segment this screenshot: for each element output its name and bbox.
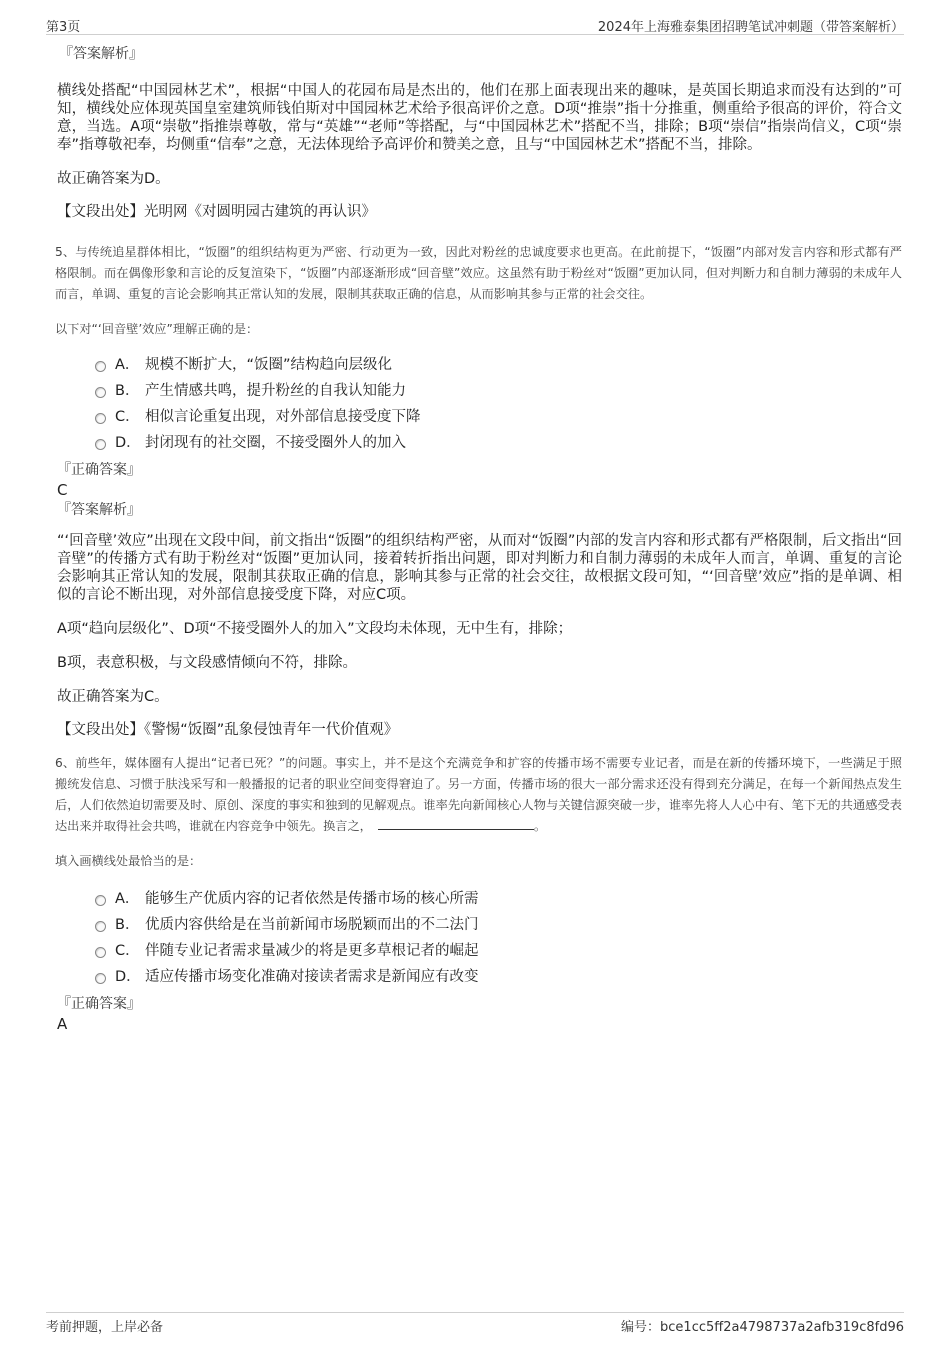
radio-icon[interactable] <box>95 895 106 906</box>
radio-icon[interactable] <box>95 361 106 372</box>
option-a[interactable] <box>95 350 902 376</box>
option-text: 适应传播市场变化准确对接读者需求是新闻应有改变 <box>145 968 479 985</box>
correct-answer-label: 『正确答案』 <box>57 996 141 1012</box>
question-6-stem <box>55 753 902 837</box>
option-letter: D． <box>115 968 141 985</box>
option-b[interactable] <box>95 376 902 402</box>
radio-icon[interactable] <box>95 439 106 450</box>
analysis-text: A项“趋向层级化”、D项“不接受圈外人的加入”文段均未体现，无中生有，排除； <box>57 621 573 637</box>
correct-answer-label: 『正确答案』 <box>57 462 141 478</box>
option-text: 规模不断扩大，“饭圈”结构趋向层级化 <box>145 356 393 373</box>
answer-conclusion: 故正确答案为D。 <box>57 171 170 187</box>
option-b[interactable] <box>95 910 902 936</box>
source-citation: 【文段出处】《警惕“饭圈”乱象侵蚀青年一代价值观》 <box>57 722 399 738</box>
option-text: 伴随专业记者需求量减少的将是更多草根记者的崛起 <box>145 942 479 959</box>
correct-answer: C <box>57 481 68 499</box>
option-letter: C． <box>115 942 140 959</box>
page-number: 第3页 <box>46 20 81 35</box>
option-c[interactable] <box>95 402 902 428</box>
option-letter: C． <box>115 408 140 425</box>
radio-icon[interactable] <box>95 973 106 984</box>
source-citation: 【文段出处】光明网《对圆明园古建筑的再认识》 <box>57 204 376 220</box>
option-letter: A． <box>115 890 140 907</box>
option-letter: A． <box>115 356 140 373</box>
option-text: 能够生产优质内容的记者依然是传播市场的核心所需 <box>145 890 479 907</box>
option-c[interactable] <box>95 936 902 962</box>
option-d[interactable] <box>95 428 902 454</box>
question-5-prompt: 以下对“‘回音壁’效应”理解正确的是： <box>55 322 259 336</box>
question-5-options <box>95 350 902 454</box>
option-text: 封闭现有的社交圈，不接受圈外人的加入 <box>145 434 406 451</box>
answer-conclusion: 故正确答案为C。 <box>57 689 169 705</box>
document-title: 2024年上海雅泰集团招聘笔试冲刺题（带答案解析） <box>597 20 904 35</box>
page-content <box>57 44 902 1034</box>
radio-icon[interactable] <box>95 921 106 932</box>
page-footer <box>46 1312 904 1335</box>
correct-answer: A <box>57 1015 68 1033</box>
question-5-stem: 5、与传统追星群体相比，“饭圈”的组织结构更为严密、行动更为一致，因此对粉丝的忠诚度要求也更高。在此前提下，“饭圈”内部对发言内容和形式都有严格限制。而在偶像形象和言论的反复渲染下，“饭圈”内部逐渐形成“回音壁”效应。这虽然有助于粉丝对“饭圈”更加认同，但对判断力和自制力薄弱的未成年人而言，单调、重复的言论会影响其正常认知的发展，限制其获取正确的信息，从而影响其参与正常的社会交往。 <box>55 245 902 301</box>
option-letter: B． <box>115 916 140 933</box>
option-a[interactable] <box>95 884 902 910</box>
option-letter: D． <box>115 434 141 451</box>
analysis-text: 横线处搭配“中国园林艺术”，根据“中国人的花园布局是杰出的，他们在那上面表现出来的趣味，是英国长期追求而没有达到的”可知，横线处应体现英国皇室建筑师钱伯斯对中国园林艺术给予很高评价之意。D项“推崇”指十分推重，侧重给予很高的评价，符合文意，当选。A项“崇敬”指推崇尊敬，常与“英雄”“老师”等搭配，与“中国园林艺术”搭配不当，排除；B项“崇信”指崇尚信义，C项“崇奉”指尊敬祀奉，均侧重“信奉”之意，无法体现给予高评价和赞美之意，且与“中国园林艺术”搭配不当，排除。 <box>57 83 902 153</box>
footer-slogan: 考前押题，上岸必备 <box>46 1320 164 1335</box>
document-code: 编号：bce1cc5ff2a4798737a2afb319c8fd96 <box>621 1320 904 1335</box>
option-d[interactable] <box>95 962 902 988</box>
analysis-text: “‘回音壁’效应”出现在文段中间，前文指出“饭圈”的组织结构严密，从而对“饭圈”内部的发言内容和形式都有严格限制，后文指出“回音壁”的传播方式有助于粉丝对“饭圈”更加认同，接着转折指出问题，即对判断力和自制力薄弱的未成年人而言，单调、重复的言论会影响其正常认知的发展，限制其获取正确的信息，影响其参与正常的社会交往，故根据文段可知，“‘回音壁’效应”指的是单调、相似的言论不断出现，对外部信息接受度下降，对应C项。 <box>57 533 902 603</box>
option-text: 相似言论重复出现，对外部信息接受度下降 <box>145 408 421 425</box>
analysis-text: B项，表意积极，与文段感情倾向不符，排除。 <box>57 655 357 671</box>
page-header <box>46 14 904 35</box>
analysis-label: 『答案解析』 <box>59 46 143 62</box>
radio-icon[interactable] <box>95 387 106 398</box>
question-6-options <box>95 884 902 988</box>
option-text: 产生情感共鸣，提升粉丝的自我认知能力 <box>145 382 406 399</box>
radio-icon[interactable] <box>95 413 106 424</box>
question-6-prompt: 填入画横线处最恰当的是： <box>55 854 202 868</box>
answer-blank <box>378 817 534 830</box>
radio-icon[interactable] <box>95 947 106 958</box>
question-6-stem-text: 6、前些年，媒体圈有人提出“记者已死？”的问题。事实上，并不是这个充满竞争和扩容的传播市场不需要专业记者，而是在新的传播环境下，一些满足于照搬统发信息、习惯于肤浅采写和一般播报的记者的职业空间变得窘迫了。另一方面，传播市场的很大一部分需求还没有得到充分满足，在每一个新闻热点发生后，人们依然迫切需要及时、原创、深度的事实和独到的见解观点。谁率先向新闻核心人物与关键信源突破一步，谁率先将人人心中有、笔下无的共通感受表达出来并取得社会共鸣，谁就在内容竞争中领先。换言之， <box>55 756 902 833</box>
option-text: 优质内容供给是在当前新闻市场脱颖而出的不二法门 <box>145 916 479 933</box>
question-6-stem-end: 。 <box>533 819 547 833</box>
option-letter: B． <box>115 382 140 399</box>
analysis-label: 『答案解析』 <box>57 502 141 518</box>
